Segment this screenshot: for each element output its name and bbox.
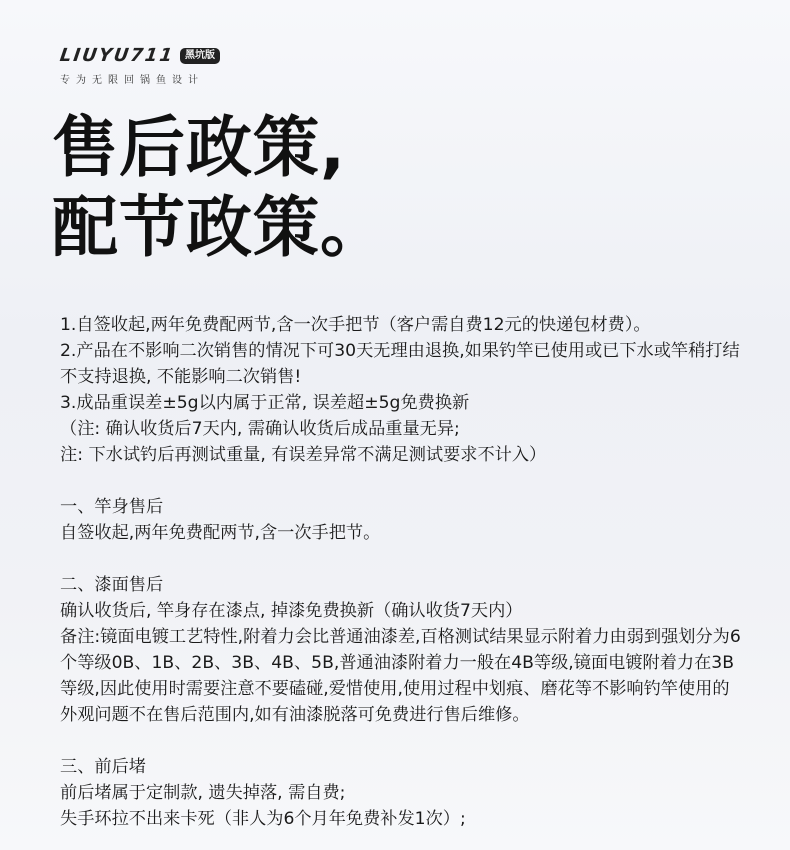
page-title (52, 108, 387, 268)
brand-logo: LIUYU711 (58, 45, 176, 66)
logo-row (60, 45, 220, 66)
section-heading-rod: 一、竿身售后 (60, 497, 164, 517)
intro-item-3: 3.成品重误差±5g以内属于正常, 误差超±5g免费换新 (60, 393, 470, 413)
intro-note-2: 注: 下水试钓后再测试重量, 有误差异常不满足测试要求不计入） (60, 445, 547, 465)
section-note: 备注:镜面电镀工艺特性,附着力会比普通油漆差,百格测试结果显示附着力由弱到强划分为6个等级0B、1B、2B、3B、4B、5B,普通油漆附着力一般在4B等级,镜面电镀附着力在3B等级,因此使用时需要注意不要磕碰,爱惜使用,使用过程中划痕、磨花等不影响钓竿使用的外观问题不在售后范围内,如有油漆脱落可免费进行售后维修。 (60, 627, 741, 725)
section-line: 自签收起,两年免费配两节,含一次手把节。 (60, 523, 381, 543)
section-heading-caps: 三、前后堵 (60, 757, 146, 777)
title-line-1: 售后政策, (52, 109, 347, 186)
section-line: 确认收货后, 竿身存在漆点, 掉漆免费换新（确认收货7天内） (60, 601, 523, 621)
section-line: 前后堵属于定制款, 遗失掉落, 需自费; (60, 783, 346, 803)
policy-content (60, 312, 742, 832)
intro-note-1: （注: 确认收货后7天内, 需确认收货后成品重量无异; (60, 419, 460, 439)
intro-item-2: 2.产品在不影响二次销售的情况下可30天无理由退换,如果钓竿已使用或已下水或竿稍打结不支持退换, 不能影响二次销售! (60, 341, 740, 387)
brand-tagline: 专为无限回锅鱼设计 (60, 75, 204, 86)
edition-badge: 黑坑版 (180, 48, 220, 64)
title-line-2: 配节政策。 (52, 189, 387, 266)
section-heading-paint: 二、漆面售后 (60, 575, 164, 595)
brand-header (60, 45, 220, 86)
section-line: 失手环拉不出来卡死（非人为6个月年免费补发1次）; (60, 809, 466, 829)
intro-item-1: 1.自签收起,两年免费配两节,含一次手把节（客户需自费12元的快递包材费）。 (60, 315, 651, 335)
